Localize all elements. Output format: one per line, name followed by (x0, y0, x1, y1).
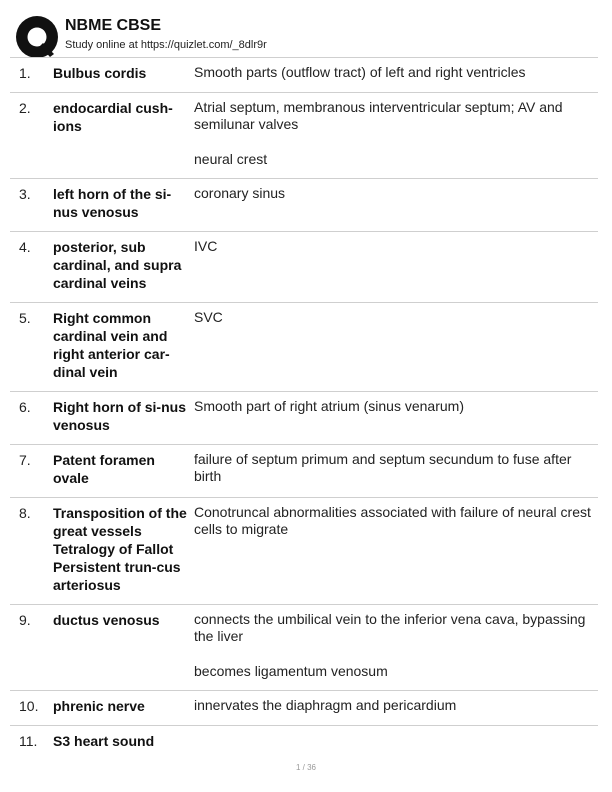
card-term: phrenic nerve (53, 698, 145, 714)
table-row (10, 178, 598, 231)
card-definition (194, 732, 598, 750)
table-row (10, 604, 598, 690)
page-number: 1 / 36 (295, 763, 316, 772)
card-definition (194, 697, 598, 715)
definition-line: coronary sinus (194, 185, 286, 201)
table-row (10, 302, 598, 391)
card-term: endocardial cush-ions (53, 100, 173, 134)
card-number: 6. (19, 399, 31, 415)
definition-line: Conotruncal abnormalities associated with failure of neural crest cells to migrate (194, 504, 591, 537)
card-definition (194, 185, 598, 221)
definition-line: neural crest (194, 151, 268, 167)
set-subtitle: Study online at https://quizlet.com/_8dlr9r (65, 39, 267, 51)
table-row (10, 231, 598, 302)
table-row (10, 444, 598, 497)
card-term: ductus venosus (53, 612, 160, 628)
card-number: 11. (19, 733, 38, 749)
card-number: 8. (19, 505, 31, 521)
card-term: Bulbus cordis (53, 65, 147, 81)
card-term: posterior, sub cardinal, and supra cardinal veins (53, 239, 182, 291)
flashcard-table (10, 57, 598, 760)
definition-line: Smooth part of right atrium (sinus venarum) (194, 398, 464, 414)
card-term: Patent foramen ovale (53, 452, 155, 486)
card-number: 4. (19, 239, 31, 255)
definition-line: innervates the diaphragm and pericardium (194, 697, 457, 713)
card-term: left horn of the si-nus venosus (53, 186, 172, 220)
card-definition (194, 504, 598, 594)
card-term: Right horn of si-nus venosus (53, 399, 186, 433)
table-row (10, 497, 598, 604)
card-number: 3. (19, 186, 31, 202)
set-title: NBME CBSE (65, 17, 162, 34)
card-definition (194, 398, 598, 434)
card-term: Right common cardinal vein and right anterior car-dinal vein (53, 310, 170, 380)
card-definition (194, 99, 598, 168)
table-row (10, 57, 598, 92)
table-row (10, 391, 598, 444)
table-row (10, 92, 598, 178)
card-number: 7. (19, 452, 31, 468)
card-definition (194, 309, 598, 381)
quizlet-logo-icon (16, 16, 58, 58)
table-row (10, 690, 598, 725)
card-term: S3 heart sound (53, 733, 155, 749)
card-number: 10. (19, 698, 39, 714)
definition-line: Atrial septum, membranous interventricular septum; AV and semilunar valves (194, 99, 563, 132)
definition-line: becomes ligamentum venosum (194, 663, 388, 679)
card-number: 2. (19, 100, 31, 116)
definition-line: failure of septum primum and septum secundum to fuse after birth (194, 451, 572, 484)
card-definition (194, 64, 598, 82)
table-row (10, 725, 598, 760)
card-number: 5. (19, 310, 31, 326)
card-definition (194, 611, 598, 680)
definition-line: IVC (194, 238, 218, 254)
card-term: Transposition of the great vessels Tetralogy of Fallot Persistent trun-cus arteriosus (53, 505, 187, 593)
card-number: 1. (19, 65, 31, 81)
card-definition (194, 451, 598, 487)
card-number: 9. (19, 612, 31, 628)
definition-line: connects the umbilical vein to the inferior vena cava, bypassing the liver (194, 611, 586, 644)
definition-line: Smooth parts (outflow tract) of left and right ventricles (194, 64, 526, 80)
card-definition (194, 238, 598, 292)
definition-line: SVC (194, 309, 223, 325)
